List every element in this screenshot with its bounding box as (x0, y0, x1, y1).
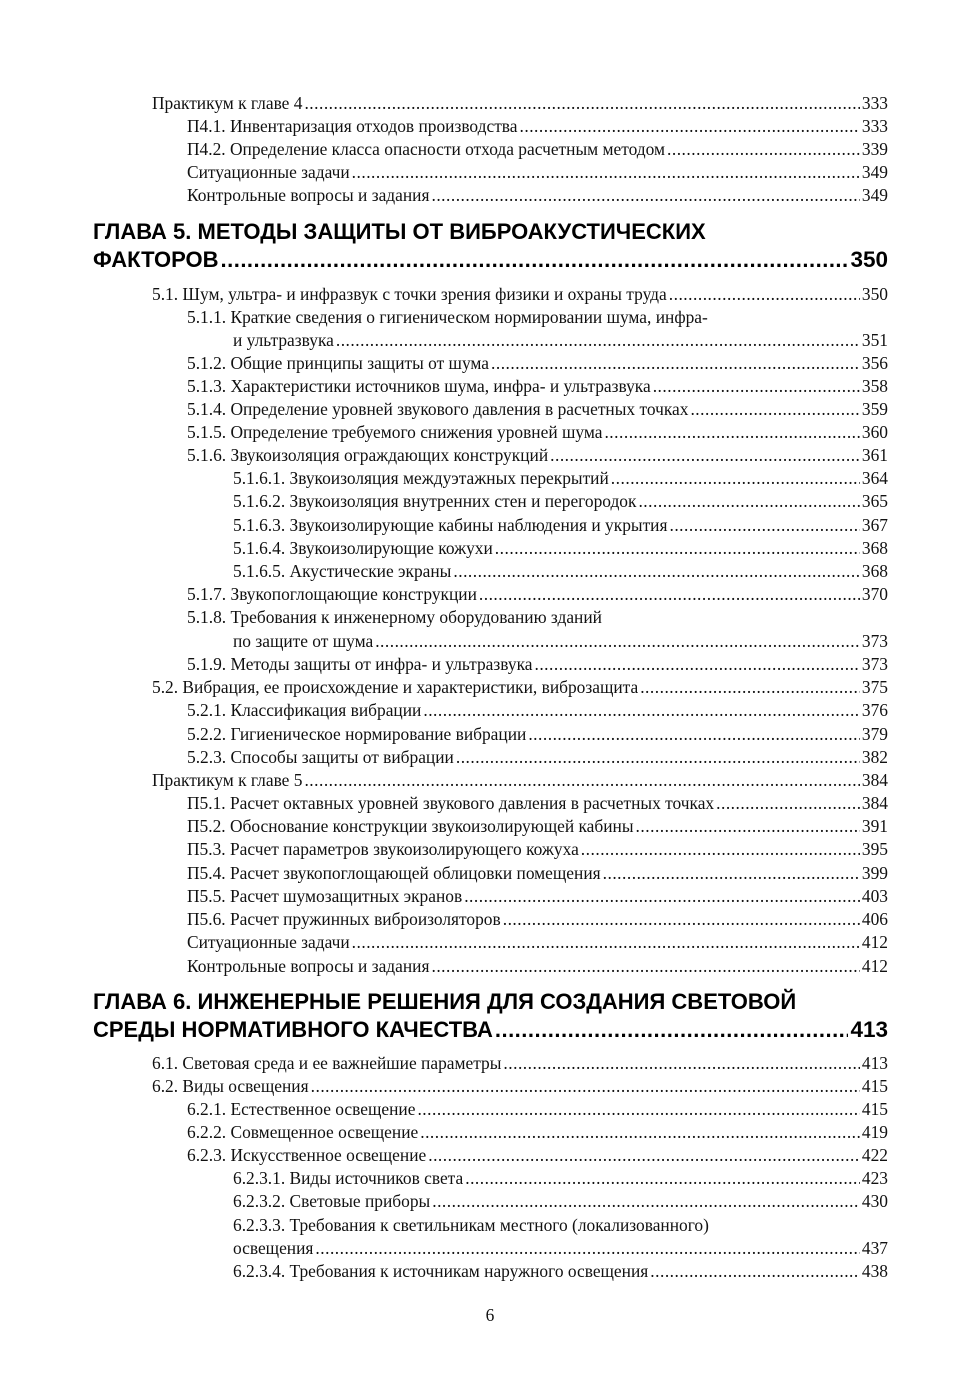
toc-entry-title: 5.1.6.5. Акустические экраны (233, 561, 452, 581)
toc-entry-title: по защите от шума (233, 631, 374, 651)
toc-entry-title: 5.1.6. Звукоизоляция ограждающих конструкций (187, 445, 549, 465)
chapter-page: 350 (850, 247, 888, 272)
toc-entry-page: 333 (861, 116, 888, 136)
leader-dots (640, 676, 860, 699)
toc-entry-page: 373 (861, 631, 888, 651)
chapter-6-heading[interactable] (93, 1016, 888, 1044)
toc-entry-5-1-5[interactable] (187, 421, 888, 444)
toc-entry-title: 5.1.6.2. Звукоизоляция внутренних стен и перегородок (233, 491, 637, 511)
toc-entry-title: Контрольные вопросы и задания (187, 185, 430, 205)
toc-entry-page: 415 (861, 1076, 888, 1096)
toc-entry-title: 6.2.1. Естественное освещение (187, 1099, 416, 1119)
chapter-title: СРЕДЫ НОРМАТИВНОГО КАЧЕСТВА (93, 1017, 493, 1042)
leader-dots (479, 583, 860, 606)
toc-entry-page: 415 (861, 1099, 888, 1119)
toc-entry-p5-5[interactable] (187, 885, 888, 908)
toc-entry-5-2-3[interactable] (187, 746, 888, 769)
toc-entry-title: П4.2. Определение класса опасности отхода расчетным методом (187, 139, 666, 159)
toc-entry-page: 360 (861, 422, 888, 442)
toc-entry-p5-4[interactable] (187, 862, 888, 885)
leader-dots (465, 1167, 860, 1190)
toc-entry-control-questions-5[interactable] (187, 955, 888, 978)
toc-entry-title: 6.2.2. Совмещенное освещение (187, 1122, 419, 1142)
toc-entry-page: 339 (861, 139, 888, 159)
toc-entry-5-1-1-line1[interactable]: 5.1.1. Краткие сведения о гигиеническом нормировании шума, инфра- (187, 307, 708, 327)
toc-entry-5-1-6[interactable] (187, 444, 888, 467)
toc-entry-title: 5.1.2. Общие принципы защиты от шума (187, 353, 490, 373)
toc-entry-page: 349 (861, 185, 888, 205)
chapter-6-heading-line1[interactable]: ГЛАВА 6. ИНЖЕНЕРНЫЕ РЕШЕНИЯ ДЛЯ СОЗДАНИЯ СВЕТОВОЙ (93, 989, 797, 1014)
toc-entry-page: 395 (861, 839, 888, 859)
toc-entry-5-1-2[interactable] (187, 352, 888, 375)
toc-entry-page: 399 (861, 863, 888, 883)
toc-entry-title: 5.2.1. Классификация вибрации (187, 700, 422, 720)
toc-entry-title: Контрольные вопросы и задания (187, 956, 430, 976)
leader-dots (611, 467, 860, 490)
leader-dots (495, 1016, 849, 1044)
toc-entry-title: Ситуационные задачи (187, 162, 350, 182)
toc-entry-6-2-1[interactable] (187, 1098, 888, 1121)
toc-entry-situational-tasks-5[interactable] (187, 931, 888, 954)
toc-entry-title: П5.5. Расчет шумозащитных экранов (187, 886, 463, 906)
toc-entry-title: 6.2.3. Искусственное освещение (187, 1145, 427, 1165)
toc-entry-page: 384 (861, 793, 888, 813)
toc-entry-page: 438 (861, 1261, 888, 1281)
toc-entry-page: 437 (861, 1238, 888, 1258)
toc-entry-title: 5.1.5. Определение требуемого снижения уровней шума (187, 422, 603, 442)
leader-dots (375, 630, 860, 653)
toc-entry-5-1-4[interactable] (187, 398, 888, 421)
toc-entry-page: 373 (861, 654, 888, 674)
leader-dots (716, 792, 860, 815)
leader-dots (220, 246, 848, 274)
toc-entry-title: освещения (233, 1238, 314, 1258)
toc-entry-title: П5.3. Расчет параметров звукоизолирующего кожуха (187, 839, 579, 859)
toc-entry-title: 5.2. Вибрация, ее происхождение и характеристики, виброзащита (152, 677, 639, 697)
toc-entry-p4-2[interactable] (187, 138, 888, 161)
leader-dots (636, 815, 860, 838)
leader-dots (520, 115, 860, 138)
leader-dots (431, 955, 859, 978)
toc-entry-5-2-1[interactable] (187, 699, 888, 722)
leader-dots (503, 908, 860, 931)
toc-entry-page: 379 (861, 724, 888, 744)
leader-dots (304, 92, 859, 115)
leader-dots (453, 560, 860, 583)
leader-dots (650, 1260, 860, 1283)
toc-entry-title: 5.1.6.1. Звукоизоляция междуэтажных перекрытий (233, 468, 609, 488)
toc-entry-page: 351 (861, 330, 888, 350)
toc-entry-page: 333 (861, 93, 888, 113)
leader-dots (503, 1052, 860, 1075)
leader-dots (690, 398, 859, 421)
toc-entry-title: 5.1.3. Характеристики источников шума, инфра- и ультразвука (187, 376, 651, 396)
toc-entry-page: 403 (861, 886, 888, 906)
toc-entry-title: 6.2.3.1. Виды источников света (233, 1168, 464, 1188)
leader-dots (456, 746, 860, 769)
toc-entry-page: 368 (861, 561, 888, 581)
leader-dots (581, 838, 860, 861)
leader-dots (653, 375, 860, 398)
toc-entry-5-1-8[interactable] (233, 630, 888, 653)
leader-dots (534, 653, 859, 676)
toc-entry-page: 376 (861, 700, 888, 720)
toc-entry-6-2-2[interactable] (187, 1121, 888, 1144)
toc-entry-title: и ультразвука (233, 330, 334, 350)
toc-entry-page: 412 (861, 932, 888, 952)
leader-dots (669, 514, 859, 537)
toc-entry-6-2-3-2[interactable] (233, 1190, 888, 1213)
toc-entry-6-2-3-1[interactable] (233, 1167, 888, 1190)
toc-entry-page: 412 (861, 956, 888, 976)
toc-entry-5-1-6-4[interactable] (233, 537, 888, 560)
leader-dots (528, 723, 860, 746)
toc-entry-page: 359 (861, 399, 888, 419)
toc-entry-5-1-6-2[interactable] (233, 490, 888, 513)
toc-entry-page: 361 (861, 445, 888, 465)
leader-dots (428, 1144, 860, 1167)
toc-entry-title: 6.2.3.2. Световые приборы (233, 1191, 431, 1211)
toc-entry-page: 430 (861, 1191, 888, 1211)
leader-dots (423, 699, 860, 722)
leader-dots (336, 329, 860, 352)
toc-entry-5-1-3[interactable] (187, 375, 888, 398)
toc-entry-page: 375 (861, 677, 888, 697)
toc-entry-title: Ситуационные задачи (187, 932, 350, 952)
leader-dots (315, 1237, 860, 1260)
toc-entry-title: 5.1. Шум, ультра- и инфразвук с точки зрения физики и охраны труда (152, 284, 667, 304)
toc-entry-page: 349 (861, 162, 888, 182)
toc-entry-page: 367 (861, 515, 888, 535)
toc-entry-6-2[interactable] (152, 1075, 888, 1098)
toc-entry-title: 6.2. Виды освещения (152, 1076, 309, 1096)
toc-entry-title: 6.1. Световая среда и ее важнейшие параметры (152, 1053, 502, 1073)
toc-entry-p5-1[interactable] (187, 792, 888, 815)
toc-entry-page: 365 (861, 491, 888, 511)
toc-entry-p5-3[interactable] (187, 838, 888, 861)
toc-entry-page: 423 (861, 1168, 888, 1188)
toc-entry-page: 382 (861, 747, 888, 767)
chapter-5-heading-line1[interactable]: ГЛАВА 5. МЕТОДЫ ЗАЩИТЫ ОТ ВИБРОАКУСТИЧЕСКИХ (93, 219, 706, 244)
leader-dots (420, 1121, 860, 1144)
toc-entry-title: П4.1. Инвентаризация отходов производства (187, 116, 518, 136)
toc-entry-title: 6.2.3.4. Требования к источникам наружного освещения (233, 1261, 649, 1281)
toc-entry-5-1-1[interactable] (233, 329, 888, 352)
toc-entry-title: Практикум к главе 5 (152, 770, 303, 790)
leader-dots (352, 161, 860, 184)
chapter-page: 413 (850, 1017, 888, 1042)
toc-entry-title: 5.1.6.3. Звукоизолирующие кабины наблюдения и укрытия (233, 515, 668, 535)
toc-entry-page: 406 (861, 909, 888, 929)
toc-entry-title: П5.6. Расчет пружинных виброизоляторов (187, 909, 501, 929)
toc-entry-5-1-6-5[interactable] (233, 560, 888, 583)
toc-entry-practicum-5[interactable] (152, 769, 888, 792)
leader-dots (311, 1075, 860, 1098)
toc-entry-5-1-6-3[interactable] (233, 514, 888, 537)
toc-entry-situational-tasks-4[interactable] (187, 161, 888, 184)
toc-entry-page: 364 (861, 468, 888, 488)
toc-entry-title: 5.2.3. Способы защиты от вибрации (187, 747, 454, 767)
toc-entry-practicum-4[interactable] (152, 92, 888, 115)
toc-entry-title: 5.1.9. Методы защиты от инфра- и ультразвука (187, 654, 533, 674)
toc-entry-6-2-3-3-line1[interactable]: 6.2.3.3. Требования к светильникам местного (локализованного) (233, 1215, 709, 1235)
toc-entry-5-1-9[interactable] (187, 653, 888, 676)
leader-dots (667, 138, 860, 161)
leader-dots (669, 283, 860, 306)
toc-entry-page: 422 (861, 1145, 888, 1165)
toc-entry-page: 391 (861, 816, 888, 836)
leader-dots (638, 490, 859, 513)
toc-entry-page: 370 (861, 584, 888, 604)
leader-dots (417, 1098, 859, 1121)
toc-entry-page: 413 (861, 1053, 888, 1073)
toc-entry-6-1[interactable] (152, 1052, 888, 1075)
chapter-5-heading[interactable] (93, 246, 888, 274)
leader-dots (431, 184, 859, 207)
toc-entry-page: 368 (861, 538, 888, 558)
toc-entry-title: П5.4. Расчет звукопоглощающей облицовки помещения (187, 863, 601, 883)
toc-entry-page: 358 (861, 376, 888, 396)
leader-dots (550, 444, 860, 467)
page-number: 6 (485, 1305, 495, 1325)
toc-entry-page: 350 (861, 284, 888, 304)
toc-entry-title: 5.1.4. Определение уровней звукового давления в расчетных точках (187, 399, 689, 419)
leader-dots (491, 352, 860, 375)
leader-dots (352, 931, 860, 954)
toc-entry-p5-2[interactable] (187, 815, 888, 838)
toc-entry-5-1-8-line1[interactable]: 5.1.8. Требования к инженерному оборудованию зданий (187, 607, 602, 627)
leader-dots (603, 862, 860, 885)
toc-entry-5-1-6-1[interactable] (233, 467, 888, 490)
toc-entry-5-1[interactable] (152, 283, 888, 306)
toc-entry-page: 419 (861, 1122, 888, 1142)
toc-entry-title: 5.2.2. Гигиеническое нормирование вибрации (187, 724, 527, 744)
leader-dots (304, 769, 859, 792)
toc-entry-title: Практикум к главе 4 (152, 93, 303, 113)
chapter-title: ФАКТОРОВ (93, 247, 219, 272)
leader-dots (464, 885, 860, 908)
toc-entry-control-questions-4[interactable] (187, 184, 888, 207)
toc-entry-title: 5.1.6.4. Звукоизолирующие кожухи (233, 538, 493, 558)
toc-entry-6-2-3-4[interactable] (233, 1260, 888, 1283)
toc-entry-page: 384 (861, 770, 888, 790)
toc-entry-5-1-7[interactable] (187, 583, 888, 606)
toc-entry-title: 5.1.7. Звукопоглощающие конструкции (187, 584, 477, 604)
toc-entry-page: 356 (861, 353, 888, 373)
toc-entry-title: П5.1. Расчет октавных уровней звукового давления в расчетных точках (187, 793, 715, 813)
toc-entry-title: П5.2. Обоснование конструкции звукоизолирующей кабины (187, 816, 634, 836)
toc-entry-6-2-3-3[interactable] (233, 1237, 888, 1260)
leader-dots (495, 537, 860, 560)
leader-dots (432, 1190, 860, 1213)
toc-entry-p5-6[interactable] (187, 908, 888, 931)
toc-entry-5-2-2[interactable] (187, 723, 888, 746)
leader-dots (604, 421, 859, 444)
toc-entry-6-2-3[interactable] (187, 1144, 888, 1167)
toc-entry-p4-1[interactable] (187, 115, 888, 138)
toc-entry-5-2[interactable] (152, 676, 888, 699)
